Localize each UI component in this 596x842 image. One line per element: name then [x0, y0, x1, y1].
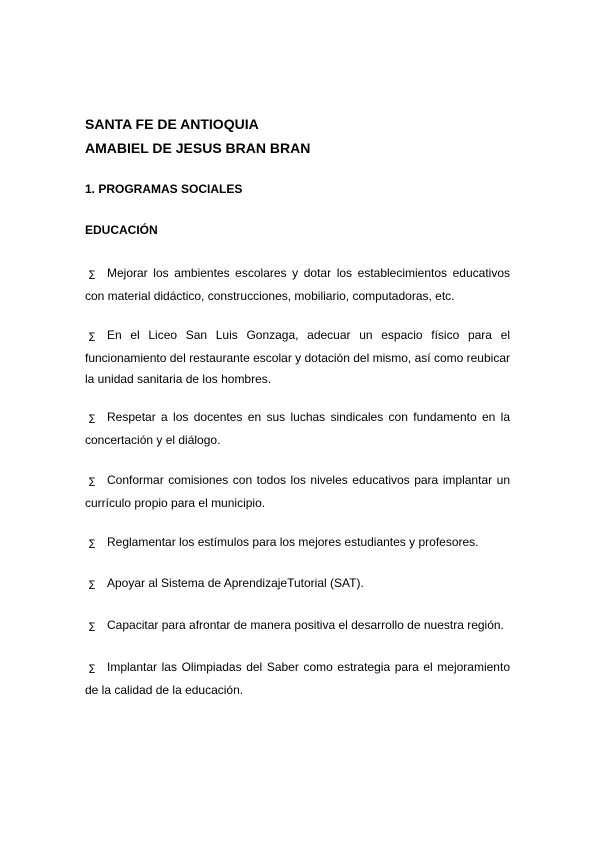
- list-item-text: Mejorar los ambientes escolares y dotar los establecimientos educativos con material didáctico, construcciones, mobiliario, computadoras, etc.: [85, 266, 510, 303]
- list-item-text: Implantar las Olimpiadas del Saber como estrategia para el mejoramiento de la calidad de la educación.: [85, 660, 510, 697]
- subsection-heading: EDUCACIÓN: [85, 223, 158, 237]
- list-item: [85, 407, 510, 451]
- list-item: [85, 532, 510, 555]
- list-item-text: Capacitar para afrontar de manera positiva el desarrollo de nuestra región.: [107, 618, 504, 632]
- list-item: [85, 657, 510, 701]
- bullet-icon: ∑: [89, 414, 96, 424]
- list-item: [85, 615, 510, 638]
- list-item-text: Respetar a los docentes en sus luchas sindicales con fundamento en la concertación y el diálogo.: [85, 410, 510, 447]
- document-title-municipality: SANTA FE DE ANTIOQUIA: [85, 116, 259, 132]
- bullet-icon: ∑: [89, 580, 96, 590]
- bullet-icon: ∑: [89, 664, 96, 674]
- list-item: [85, 470, 510, 514]
- list-item: [85, 325, 510, 390]
- list-item-text: En el Liceo San Luis Gonzaga, adecuar un espacio físico para el funcionamiento del restaurante escolar y dotación del mismo, así como reubicar la unidad sanitaria de los hombres.: [85, 328, 510, 386]
- list-item-text: Conformar comisiones con todos los niveles educativos para implantar un currículo propio para el municipio.: [85, 473, 510, 510]
- bullet-icon: ∑: [89, 622, 96, 632]
- list-item-text: Apoyar al Sistema de AprendizajeTutorial (SAT).: [107, 576, 364, 590]
- list-item-text: Reglamentar los estímulos para los mejores estudiantes y profesores.: [107, 535, 479, 549]
- list-item: [85, 573, 510, 596]
- section-heading: 1. PROGRAMAS SOCIALES: [85, 182, 243, 196]
- list-item: [85, 263, 510, 307]
- bullet-icon: ∑: [89, 270, 96, 280]
- bullet-icon: ∑: [89, 477, 96, 487]
- bullet-icon: ∑: [89, 539, 96, 549]
- bullet-icon: ∑: [89, 332, 96, 342]
- document-title-author: AMABIEL DE JESUS BRAN BRAN: [85, 140, 311, 156]
